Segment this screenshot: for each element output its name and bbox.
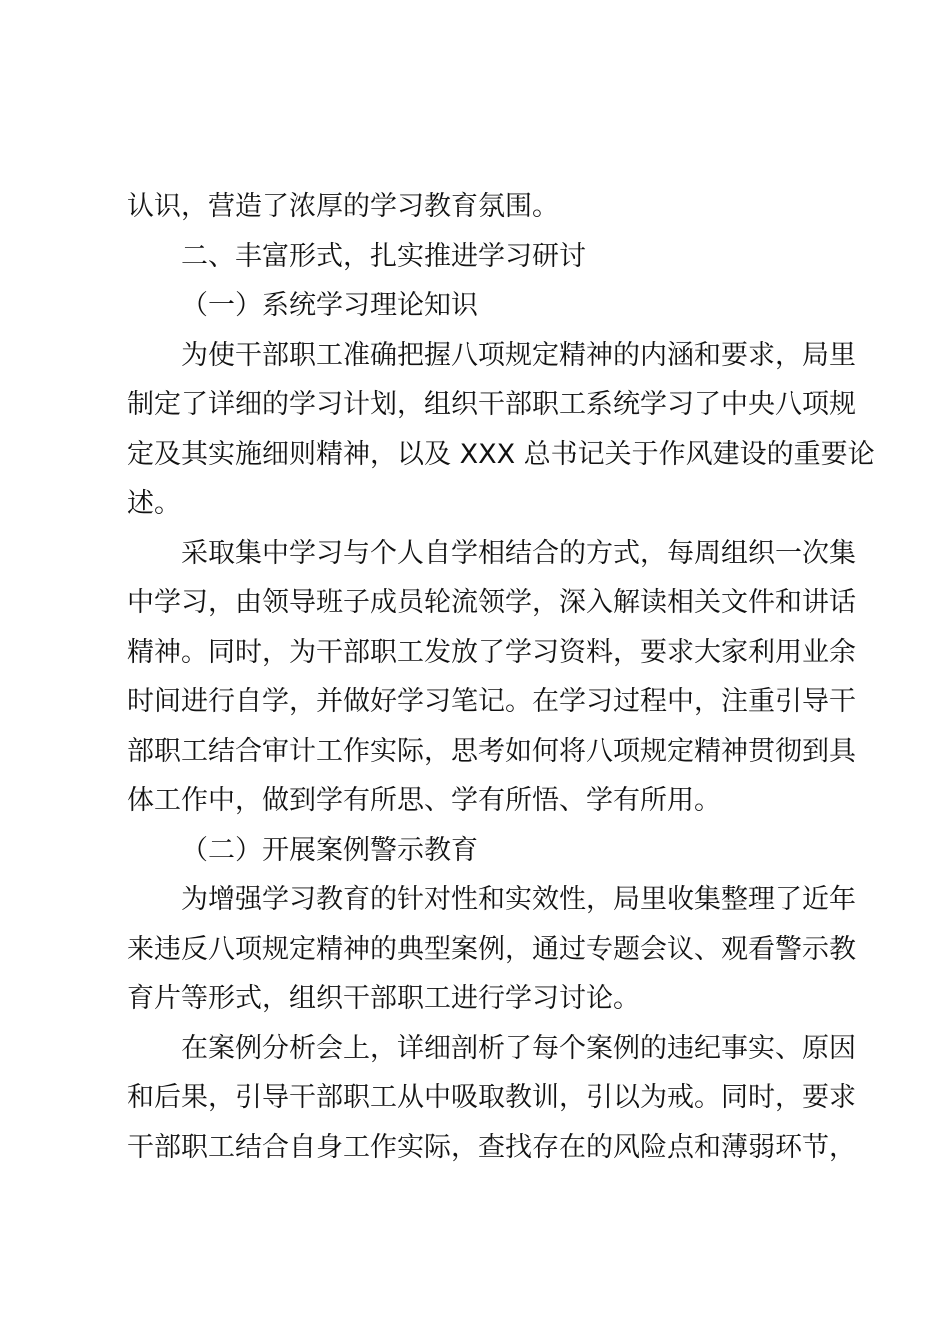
paragraph-line: 部职工结合审计工作实际，思考如何将八项规定精神贯彻到具: [127, 735, 856, 767]
paragraph-line: 和后果，引导干部职工从中吸取教训，引以为戒。同时，要求: [127, 1082, 856, 1113]
paragraph-line: 为增强学习教育的针对性和实效性，局里收集整理了近年: [181, 884, 856, 915]
paragraph-line: 干部职工结合自身工作实际，查找存在的风险点和薄弱环节，: [127, 1131, 856, 1163]
subsection-heading: （二）开展案例警示教育: [181, 834, 478, 866]
paragraph-line: 在案例分析会上，详细剖析了每个案例的违纪事实、原因: [181, 1032, 856, 1064]
subsection-heading: （一）系统学习理论知识: [181, 290, 478, 321]
paragraph-line: 采取集中学习与个人自学相结合的方式，每周组织一次集: [181, 537, 856, 569]
paragraph-line: 述。: [127, 488, 181, 519]
paragraph-line: 体工作中，做到学有所思、学有所悟、学有所用。: [127, 785, 721, 816]
paragraph-line: 定及其实施细则精神，以及 XXX 总书记关于作风建设的重要论: [127, 438, 875, 470]
paragraph-line: 育片等形式，组织干部职工进行学习讨论。: [127, 983, 640, 1014]
paragraph-line: 来违反八项规定精神的典型案例，通过专题会议、观看警示教: [127, 933, 856, 965]
paragraph-line: 为使干部职工准确把握八项规定精神的内涵和要求，局里: [181, 339, 856, 371]
paragraph-line: 制定了详细的学习计划，组织干部职工系统学习了中央八项规: [127, 389, 856, 420]
section-heading: 二、丰富形式，扎实推进学习研讨: [181, 240, 586, 272]
paragraph-line: 精神。同时，为干部职工发放了学习资料，要求大家利用业余: [127, 636, 856, 668]
paragraph-line: 中学习，由领导班子成员轮流领学，深入解读相关文件和讲话: [127, 587, 856, 618]
paragraph-line: 认识，营造了浓厚的学习教育氛围。: [127, 191, 559, 222]
document-body: [127, 182, 875, 1172]
paragraph-line: 时间进行自学，并做好学习笔记。在学习过程中，注重引导干: [127, 686, 856, 717]
